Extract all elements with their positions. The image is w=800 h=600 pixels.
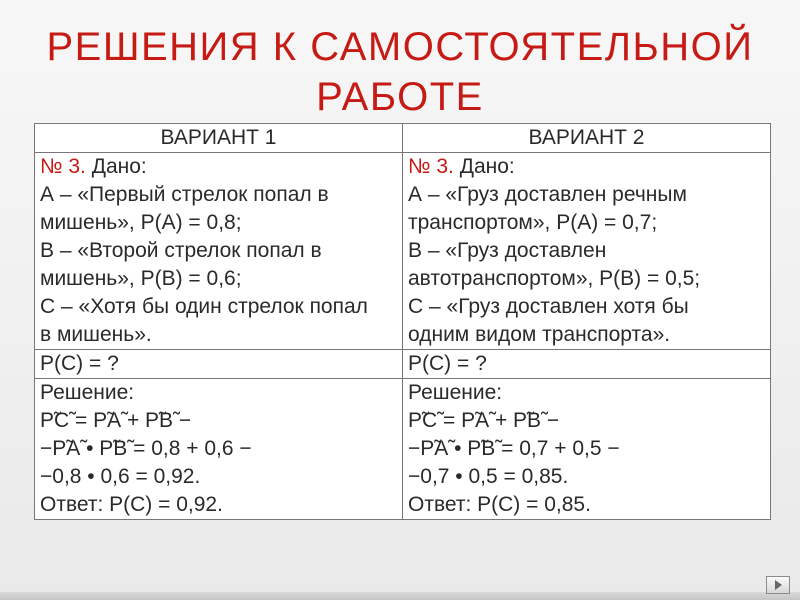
table-row-given: [35, 153, 771, 350]
variant-2-solution-line-2: −Р̃А̃ • Р̃В̃ = 0,7 + 0,5 −: [408, 437, 620, 460]
variant-1-solution-label: Решение:: [40, 381, 135, 404]
variant-1-given-line-6: в мишень».: [40, 323, 152, 346]
variant-1-given-label: Дано:: [91, 155, 147, 178]
variant-2-given-line-2: транспортом», Р(А) = 0,7;: [408, 211, 658, 234]
footer-stripe: [0, 592, 800, 600]
variant-1-given-line-4: мишень», Р(В) = 0,6;: [40, 267, 242, 290]
play-icon: [771, 578, 785, 592]
variant-2-given-line-5: С – «Груз доставлен хотя бы: [408, 295, 689, 318]
variant-2-problem-number: № 3.: [408, 155, 454, 178]
variant-1-given-line-3: В – «Второй стрелок попал в: [40, 239, 322, 262]
variant-1-given-line-1: А – «Первый стрелок попал в: [40, 183, 329, 206]
variant-2-solution-line-1: Р̃С̃ = Р̃А̃ + Р̃В̃ −: [408, 409, 560, 432]
variant-1-solution-line-3: −0,8 • 0,6 = 0,92.: [40, 465, 201, 488]
header-variant-1: ВАРИАНТ 1: [35, 124, 403, 153]
variant-2-find-cell: Р(С) = ?: [403, 350, 771, 379]
variant-2-given-line-4: автотранспортом», Р(В) = 0,5;: [408, 267, 701, 290]
variant-1-given-cell: [35, 153, 403, 350]
slide-title-line-2: РАБОТЕ: [316, 75, 484, 119]
table-row-find: [35, 350, 771, 379]
table-header-row: [35, 124, 771, 153]
variant-2-given-cell: [403, 153, 771, 350]
variant-1-solution-cell: [35, 379, 403, 520]
variant-2-given-label: Дано:: [459, 155, 515, 178]
slide-title: [0, 22, 800, 122]
variant-1-given-heading: [40, 153, 397, 181]
solution-table: [34, 123, 771, 520]
slide-title-line-1: РЕШЕНИЯ К САМОСТОЯТЕЛЬНОЙ: [46, 25, 754, 69]
variant-1-find-cell: Р(С) = ?: [35, 350, 403, 379]
variant-1-solution-line-1: Р̃С̃ = Р̃А̃ + Р̃В̃ −: [40, 409, 192, 432]
variant-2-solution-cell: [403, 379, 771, 520]
variant-1-solution-line-2: −Р̃А̃ • Р̃В̃ = 0,8 + 0,6 −: [40, 437, 252, 460]
variant-1-given-line-2: мишень», Р(А) = 0,8;: [40, 211, 242, 234]
table-row-solution: [35, 379, 771, 520]
variant-2-given-line-3: В – «Груз доставлен: [408, 239, 607, 262]
variant-1-given-line-5: С – «Хотя бы один стрелок попал: [40, 295, 368, 318]
variant-1-problem-number: № 3.: [40, 155, 86, 178]
header-variant-2: ВАРИАНТ 2: [403, 124, 771, 153]
variant-1-answer: Ответ: Р(С) = 0,92.: [40, 493, 223, 516]
variant-2-solution-label: Решение:: [408, 381, 503, 404]
variant-2-given-line-1: А – «Груз доставлен речным: [408, 183, 687, 206]
variant-2-answer: Ответ: Р(С) = 0,85.: [408, 493, 591, 516]
variant-2-given-heading: [408, 153, 765, 181]
variant-2-given-line-6: одним видом транспорта».: [408, 323, 671, 346]
variant-2-solution-line-3: −0,7 • 0,5 = 0,85.: [408, 465, 569, 488]
next-slide-button[interactable]: [766, 576, 790, 594]
